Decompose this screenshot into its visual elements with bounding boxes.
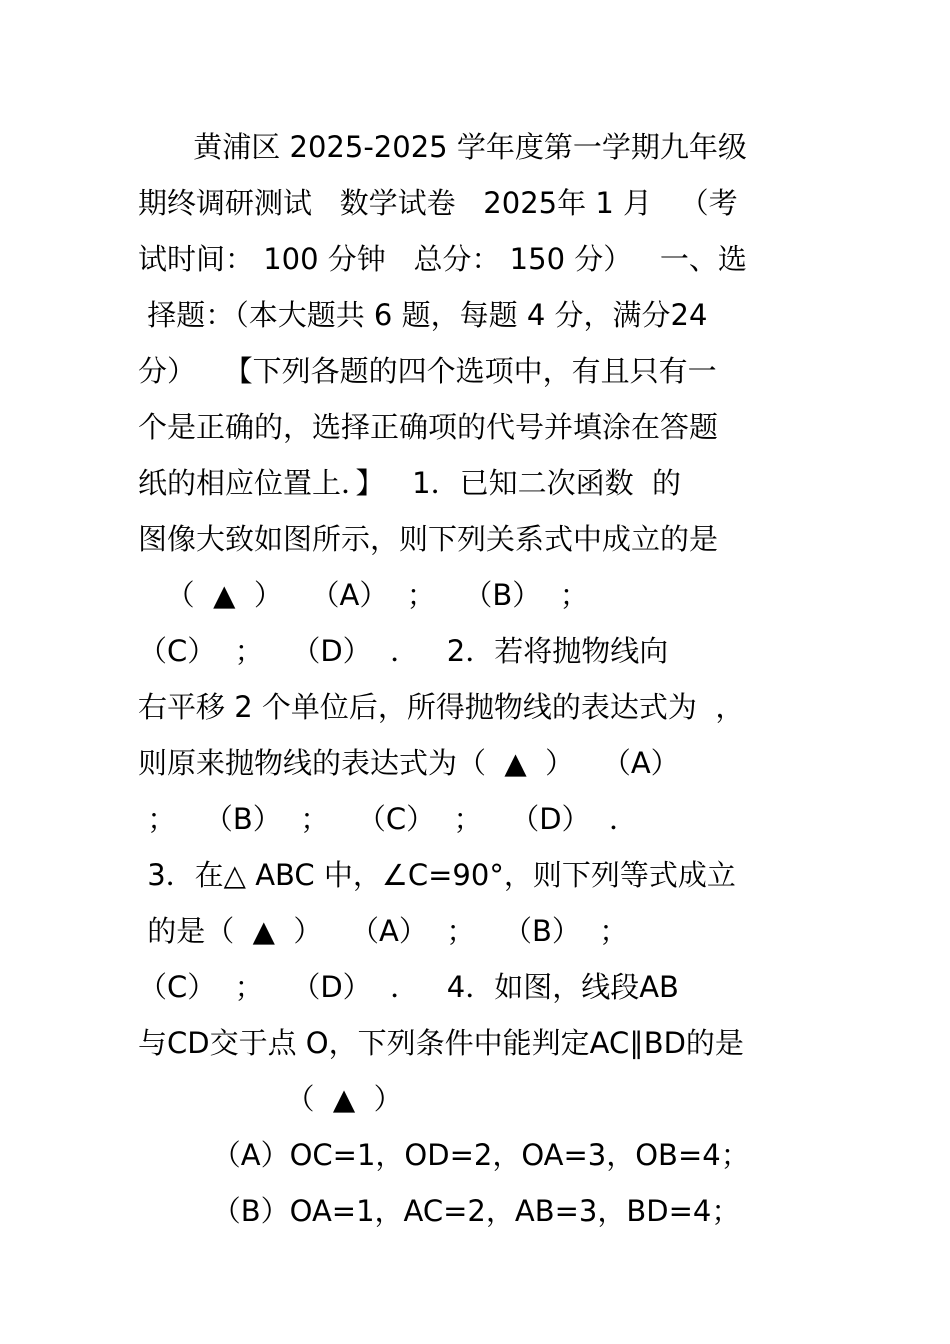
text-line-20: （B）OA=1，AC=2，AB=3，BD=4； bbox=[138, 1194, 741, 1228]
text-line-4: 择题：（本大题共 6 题，每题 4 分，满分24 bbox=[138, 298, 708, 332]
text-line-9: （ ▲ ） （A） ； （B） ； bbox=[138, 578, 589, 612]
text-line-3: 试时间： 100 分钟 总分： 150 分） 一、选 bbox=[138, 242, 747, 276]
text-line-19: （A）OC=1，OD=2，OA=3，OB=4； bbox=[138, 1138, 750, 1172]
text-line-13: ； （B） ； （C） ； （D） ． bbox=[138, 802, 638, 836]
text-line-6: 个是正确的，选择正确项的代号并填涂在答题 bbox=[138, 410, 719, 444]
text-line-17: 与CD交于点 O，下列条件中能判定AC∥BD的是 bbox=[138, 1026, 744, 1060]
text-line-8: 图像大致如图所示，则下列关系式中成立的是 bbox=[138, 522, 719, 556]
text-line-18: （ ▲ ） bbox=[138, 1082, 403, 1116]
text-line-11: 右平移 2 个单位后，所得抛物线的表达式为 ， bbox=[138, 690, 745, 724]
text-line-7: 纸的相应位置上．】 1．已知二次函数 的 bbox=[138, 466, 682, 500]
text-line-15: 的是（ ▲ ） （A） ； （B） ； bbox=[138, 914, 629, 948]
text-line-16: （C） ； （D） ． 4．如图，线段AB bbox=[138, 970, 679, 1004]
text-line-5: 分） 【下列各题的四个选项中，有且只有一 bbox=[138, 354, 717, 388]
text-line-1: 黄浦区 2025-2025 学年度第一学期九年级 bbox=[138, 130, 747, 164]
text-line-2: 期终调研测试 数学试卷 2025年 1 月 （考 bbox=[138, 186, 738, 220]
text-line-12: 则原来抛物线的表达式为（ ▲ ） （A） bbox=[138, 746, 680, 780]
text-line-14: 3．在△ ABC 中，∠C=90°，则下列等式成立 bbox=[138, 858, 736, 892]
text-line-10: （C） ； （D） ． 2．若将抛物线向 bbox=[138, 634, 669, 668]
